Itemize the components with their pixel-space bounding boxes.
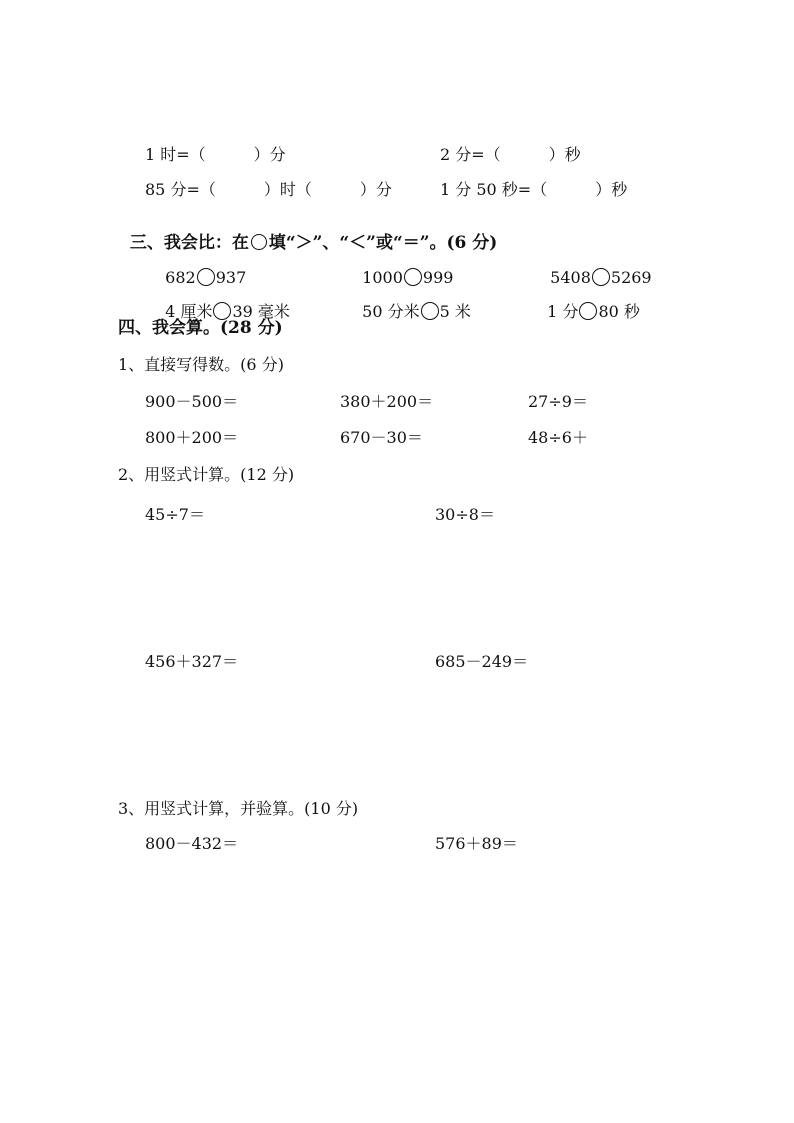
conversion-minutes-to-hours: 85 分=（ ）时（ ）分 (145, 180, 392, 199)
compare-item (155, 286, 290, 320)
conversion-minute-to-second: 2 分=（ ）秒 (440, 145, 581, 164)
mental-math-item: 380＋200＝ (340, 392, 434, 411)
compare-left: 682 (165, 268, 196, 287)
compare-right: 937 (215, 268, 247, 287)
compare-left: 4 厘米 (165, 302, 213, 321)
vertical-calc-item: 685－249＝ (435, 652, 529, 671)
mental-math-item: 670－30＝ (340, 428, 423, 447)
section-3-title (118, 217, 497, 252)
compare-circle-blank[interactable] (404, 268, 422, 286)
section-3-title-post: 填“＞”、“＜”或“＝”。(6 分) (268, 233, 498, 253)
compare-circle-blank[interactable] (579, 302, 597, 320)
mental-math-item: 800＋200＝ (145, 428, 239, 447)
compare-right: 5269 (610, 268, 652, 287)
conversion-min-sec-to-second: 1 分 50 秒=（ ）秒 (440, 180, 628, 199)
section-4-title: 四、我会算。(28 分) (118, 318, 283, 338)
mental-math-item: 27÷9＝ (528, 392, 588, 411)
compare-item (352, 286, 471, 320)
vertical-calc-item: 45÷7＝ (145, 505, 205, 524)
part-1-title: 1、直接写得数。(6 分) (118, 355, 284, 374)
part-3-title: 3、用竖式计算，并验算。(10 分) (118, 799, 359, 818)
compare-circle-blank[interactable] (592, 268, 610, 286)
compare-item (352, 252, 453, 286)
compare-right: 999 (422, 268, 454, 287)
compare-right: 5 米 (439, 302, 471, 321)
compare-left: 5408 (550, 268, 591, 287)
mental-math-item: 48÷6＋ (528, 428, 588, 447)
vertical-calc-item: 30÷8＝ (435, 505, 495, 524)
mental-math-item: 900－500＝ (145, 392, 239, 411)
compare-circle-blank[interactable] (421, 302, 439, 320)
compare-circle-blank[interactable] (197, 268, 215, 286)
compare-right: 39 毫米 (232, 302, 290, 321)
conversion-hour-to-minute: 1 时=（ ）分 (145, 145, 286, 164)
vertical-calc-check-item: 576＋89＝ (435, 834, 518, 853)
section-3-title-pre: 三、我会比：在 (129, 233, 249, 253)
compare-item (537, 286, 640, 320)
compare-left: 50 分米 (362, 302, 420, 321)
compare-left: 1000 (362, 268, 403, 287)
compare-left: 1 分 (547, 302, 579, 321)
circle-icon (251, 234, 267, 250)
compare-item (155, 252, 246, 286)
vertical-calc-item: 456＋327＝ (145, 652, 239, 671)
compare-right: 80 秒 (598, 302, 640, 321)
compare-item (540, 252, 652, 286)
vertical-calc-check-item: 800－432＝ (145, 834, 239, 853)
part-2-title: 2、用竖式计算。(12 分) (118, 465, 295, 484)
